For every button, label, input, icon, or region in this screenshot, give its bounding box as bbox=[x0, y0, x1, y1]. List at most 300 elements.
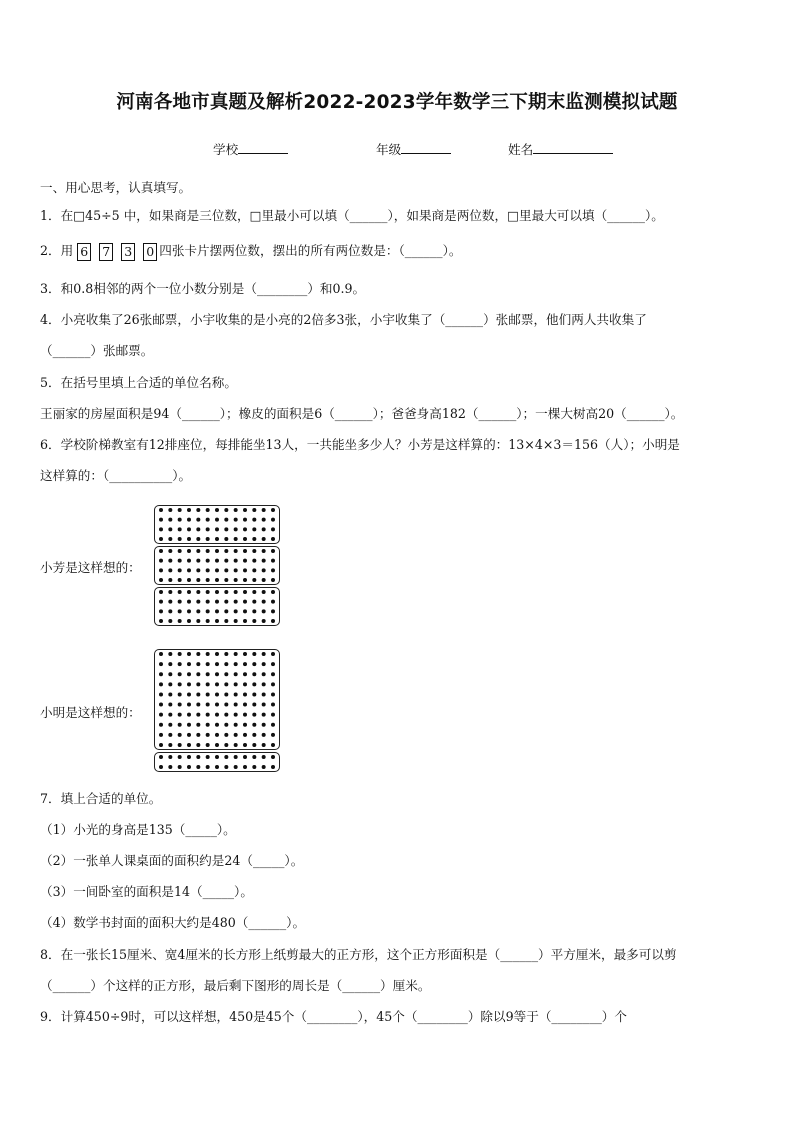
seat-dot bbox=[271, 713, 275, 717]
question-8-line-1: 8．在一张长15厘米、宽4厘米的长方形上纸剪最大的正方形，这个正方形面积是（______）平方厘米，最多可以剪 bbox=[40, 947, 677, 962]
seat-dot bbox=[178, 518, 182, 522]
seat-dot bbox=[206, 508, 210, 512]
seat-dot bbox=[206, 537, 210, 541]
seat-dots bbox=[155, 506, 279, 543]
seat-dot bbox=[234, 652, 238, 656]
seat-dot bbox=[252, 549, 256, 553]
seat-dot bbox=[234, 619, 238, 623]
seat-dot bbox=[196, 692, 200, 696]
seat-dot bbox=[206, 703, 210, 707]
seat-dot bbox=[234, 703, 238, 707]
seat-dot bbox=[252, 672, 256, 676]
seat-dot bbox=[206, 590, 210, 594]
seat-dot bbox=[206, 652, 210, 656]
seat-dot bbox=[168, 662, 172, 666]
seat-dot bbox=[215, 537, 219, 541]
seat-dot bbox=[206, 568, 210, 572]
question-2-prefix: 2．用 bbox=[40, 243, 74, 258]
seat-dot bbox=[234, 755, 238, 759]
seat-dot bbox=[234, 743, 238, 747]
seat-dot bbox=[187, 662, 191, 666]
seat-dot bbox=[234, 508, 238, 512]
page-title: 河南各地市真题及解析2022-2023学年数学三下期末监测模拟试题 bbox=[116, 92, 678, 113]
seat-dot bbox=[196, 703, 200, 707]
seat-dot bbox=[243, 713, 247, 717]
seat-dot bbox=[178, 578, 182, 582]
seat-dot bbox=[224, 559, 228, 563]
seat-dot bbox=[252, 662, 256, 666]
seat-dot bbox=[206, 743, 210, 747]
seat-dot bbox=[262, 537, 266, 541]
seat-dot bbox=[159, 527, 163, 531]
seat-dot bbox=[178, 508, 182, 512]
seat-dot bbox=[187, 609, 191, 613]
seat-dot bbox=[196, 723, 200, 727]
seat-dot bbox=[206, 682, 210, 686]
seat-dot bbox=[215, 527, 219, 531]
seat-dot bbox=[196, 743, 200, 747]
seat-dot bbox=[168, 692, 172, 696]
seat-dot bbox=[187, 743, 191, 747]
seat-dot bbox=[196, 713, 200, 717]
seat-dot bbox=[206, 713, 210, 717]
xiaofang-seat-group bbox=[154, 546, 280, 585]
xiaoming-seat-group-2 bbox=[154, 752, 280, 772]
seat-dot bbox=[243, 527, 247, 531]
name-field bbox=[508, 139, 613, 158]
seat-dot bbox=[215, 723, 219, 727]
seat-dot bbox=[252, 733, 256, 737]
seat-dot bbox=[262, 578, 266, 582]
seat-dot bbox=[159, 508, 163, 512]
seat-dot bbox=[262, 755, 266, 759]
seat-dot bbox=[215, 733, 219, 737]
seat-dot bbox=[271, 723, 275, 727]
seat-dot bbox=[271, 559, 275, 563]
question-9: 9．计算450÷9时，可以这样想，450是45个（________），45个（________）除以9等于（________）个 bbox=[40, 1009, 627, 1024]
question-2-suffix: 四张卡片摆两位数，摆出的所有两位数是：（______）。 bbox=[159, 243, 462, 258]
question-5-line: 王丽家的房屋面积是94（______）；橡皮的面积是6（______）；爸爸身高182（______）；一棵大树高20（______）。 bbox=[40, 406, 684, 421]
seat-dot bbox=[234, 692, 238, 696]
seat-dot bbox=[159, 559, 163, 563]
seat-dot bbox=[243, 755, 247, 759]
seat-dot bbox=[187, 652, 191, 656]
seat-dot bbox=[234, 609, 238, 613]
seat-dot bbox=[243, 549, 247, 553]
seat-dot bbox=[178, 733, 182, 737]
seat-dot bbox=[262, 527, 266, 531]
seat-dot bbox=[168, 672, 172, 676]
seat-dot bbox=[243, 559, 247, 563]
seat-dot bbox=[168, 723, 172, 727]
seat-dot bbox=[159, 578, 163, 582]
seat-dot bbox=[215, 559, 219, 563]
seat-dot bbox=[271, 549, 275, 553]
seat-dot bbox=[243, 662, 247, 666]
seat-dot bbox=[196, 549, 200, 553]
seat-dot bbox=[262, 692, 266, 696]
seat-dot bbox=[215, 692, 219, 696]
seat-dot bbox=[187, 508, 191, 512]
seat-dot bbox=[252, 692, 256, 696]
seat-dot bbox=[252, 508, 256, 512]
grade-blank[interactable] bbox=[401, 140, 451, 154]
seat-dot bbox=[178, 537, 182, 541]
seat-dot bbox=[159, 568, 163, 572]
seat-dot bbox=[159, 755, 163, 759]
seat-dot bbox=[196, 600, 200, 604]
seat-dot bbox=[206, 518, 210, 522]
seat-dot bbox=[168, 518, 172, 522]
seat-dot bbox=[196, 559, 200, 563]
seat-dot bbox=[187, 682, 191, 686]
seat-dot bbox=[206, 662, 210, 666]
seat-dot bbox=[206, 600, 210, 604]
seat-dot bbox=[243, 652, 247, 656]
seat-dot bbox=[271, 578, 275, 582]
seat-dot bbox=[206, 578, 210, 582]
grade-field bbox=[376, 139, 451, 158]
seat-dot bbox=[187, 549, 191, 553]
seat-dot bbox=[206, 692, 210, 696]
seat-dot bbox=[206, 559, 210, 563]
seat-dot bbox=[178, 568, 182, 572]
seat-dot bbox=[224, 568, 228, 572]
seat-dot bbox=[252, 559, 256, 563]
seat-dot bbox=[168, 508, 172, 512]
seat-dot bbox=[252, 609, 256, 613]
seat-dot bbox=[206, 733, 210, 737]
seat-dot bbox=[224, 743, 228, 747]
seat-dot bbox=[262, 662, 266, 666]
seat-dot bbox=[206, 765, 210, 769]
xiaofang-label: 小芳是这样想的： bbox=[40, 560, 141, 575]
seat-dot bbox=[178, 672, 182, 676]
seat-dots bbox=[155, 753, 279, 771]
seat-dot bbox=[187, 527, 191, 531]
seat-dots bbox=[155, 547, 279, 584]
seat-dot bbox=[234, 672, 238, 676]
xiaofang-seat-group bbox=[154, 587, 280, 626]
seat-dot bbox=[262, 619, 266, 623]
seat-dot bbox=[159, 518, 163, 522]
seat-dot bbox=[187, 600, 191, 604]
seat-dot bbox=[187, 713, 191, 717]
seat-dot bbox=[187, 590, 191, 594]
seat-dot bbox=[262, 703, 266, 707]
seat-dot bbox=[178, 590, 182, 594]
seat-dots bbox=[155, 650, 279, 749]
question-7-item: （1）小光的身高是135（_____）。 bbox=[40, 822, 236, 837]
seat-dot bbox=[224, 682, 228, 686]
seat-dot bbox=[178, 609, 182, 613]
question-2 bbox=[40, 242, 461, 261]
seat-dot bbox=[159, 662, 163, 666]
seat-dot bbox=[262, 600, 266, 604]
seat-dot bbox=[234, 568, 238, 572]
seat-dot bbox=[168, 733, 172, 737]
seat-dot bbox=[206, 723, 210, 727]
seat-dot bbox=[234, 600, 238, 604]
seat-dot bbox=[159, 619, 163, 623]
question-6-line-2: 这样算的：（__________）。 bbox=[40, 468, 192, 483]
seat-dot bbox=[224, 619, 228, 623]
seat-dot bbox=[159, 672, 163, 676]
section-1-heading: 一、用心思考，认真填写。 bbox=[40, 180, 192, 195]
seat-dots bbox=[155, 588, 279, 625]
seat-dot bbox=[159, 743, 163, 747]
seat-dot bbox=[196, 508, 200, 512]
seat-dot bbox=[215, 568, 219, 572]
seat-dot bbox=[262, 568, 266, 572]
name-blank[interactable] bbox=[533, 140, 613, 154]
seat-dot bbox=[243, 590, 247, 594]
seat-dot bbox=[196, 662, 200, 666]
seat-dot bbox=[234, 549, 238, 553]
seat-dot bbox=[271, 733, 275, 737]
seat-dot bbox=[178, 713, 182, 717]
seat-dot bbox=[187, 692, 191, 696]
seat-dot bbox=[243, 743, 247, 747]
question-7-item: （2）一张单人课桌面的面积约是24（_____）。 bbox=[40, 853, 304, 868]
seat-dot bbox=[252, 600, 256, 604]
question-7-item: （4）数学书封面的面积大约是480（______）。 bbox=[40, 915, 306, 930]
seat-dot bbox=[271, 508, 275, 512]
seat-dot bbox=[196, 733, 200, 737]
seat-dot bbox=[224, 549, 228, 553]
seat-dot bbox=[243, 568, 247, 572]
seat-dot bbox=[215, 590, 219, 594]
seat-dot bbox=[252, 578, 256, 582]
seat-dot bbox=[178, 600, 182, 604]
seat-dot bbox=[271, 755, 275, 759]
seat-dot bbox=[215, 518, 219, 522]
seat-dot bbox=[262, 508, 266, 512]
seat-dot bbox=[159, 692, 163, 696]
seat-dot bbox=[271, 662, 275, 666]
seat-dot bbox=[234, 559, 238, 563]
seat-dot bbox=[224, 609, 228, 613]
seat-dot bbox=[196, 537, 200, 541]
seat-dot bbox=[215, 672, 219, 676]
seat-dot bbox=[168, 682, 172, 686]
seat-dot bbox=[168, 743, 172, 747]
seat-dot bbox=[196, 527, 200, 531]
seat-dot bbox=[262, 559, 266, 563]
seat-dot bbox=[178, 559, 182, 563]
seat-dot bbox=[168, 600, 172, 604]
seat-dot bbox=[159, 600, 163, 604]
seat-dot bbox=[196, 578, 200, 582]
seat-dot bbox=[168, 590, 172, 594]
seat-dot bbox=[159, 590, 163, 594]
seat-dot bbox=[271, 743, 275, 747]
seat-dot bbox=[243, 733, 247, 737]
seat-dot bbox=[234, 723, 238, 727]
seat-dot bbox=[271, 619, 275, 623]
seat-dot bbox=[271, 682, 275, 686]
seat-dot bbox=[215, 765, 219, 769]
seat-dot bbox=[159, 713, 163, 717]
xiaofang-seat-group bbox=[154, 505, 280, 544]
seat-dot bbox=[224, 713, 228, 717]
school-blank[interactable] bbox=[238, 140, 288, 154]
seat-dot bbox=[187, 578, 191, 582]
seat-dot bbox=[252, 682, 256, 686]
seat-dot bbox=[224, 537, 228, 541]
seat-dot bbox=[206, 609, 210, 613]
seat-dot bbox=[243, 518, 247, 522]
seat-dot bbox=[187, 703, 191, 707]
seat-dot bbox=[262, 609, 266, 613]
seat-dot bbox=[262, 743, 266, 747]
digit-card: 0 bbox=[143, 243, 157, 261]
seat-dot bbox=[215, 600, 219, 604]
seat-dot bbox=[178, 549, 182, 553]
seat-dot bbox=[252, 537, 256, 541]
seat-dot bbox=[206, 672, 210, 676]
seat-dot bbox=[168, 559, 172, 563]
seat-dot bbox=[168, 578, 172, 582]
seat-dot bbox=[159, 652, 163, 656]
seat-dot bbox=[224, 518, 228, 522]
seat-dot bbox=[178, 527, 182, 531]
seat-dot bbox=[206, 619, 210, 623]
seat-dot bbox=[178, 652, 182, 656]
seat-dot bbox=[262, 652, 266, 656]
seat-dot bbox=[206, 549, 210, 553]
seat-dot bbox=[215, 619, 219, 623]
seat-dot bbox=[187, 568, 191, 572]
seat-dot bbox=[243, 682, 247, 686]
seat-dot bbox=[252, 723, 256, 727]
seat-dot bbox=[168, 703, 172, 707]
seat-dot bbox=[168, 609, 172, 613]
seat-dot bbox=[224, 755, 228, 759]
school-field bbox=[213, 139, 288, 158]
seat-dot bbox=[196, 682, 200, 686]
seat-dot bbox=[271, 527, 275, 531]
seat-dot bbox=[187, 537, 191, 541]
seat-dot bbox=[252, 755, 256, 759]
seat-dot bbox=[168, 765, 172, 769]
seat-dot bbox=[187, 723, 191, 727]
seat-dot bbox=[224, 672, 228, 676]
seat-dot bbox=[196, 568, 200, 572]
seat-dot bbox=[178, 619, 182, 623]
seat-dot bbox=[224, 652, 228, 656]
seat-dot bbox=[243, 600, 247, 604]
question-3: 3．和0.8相邻的两个一位小数分别是（________）和0.9。 bbox=[40, 281, 366, 296]
seat-dot bbox=[234, 590, 238, 594]
seat-dot bbox=[234, 713, 238, 717]
seat-dot bbox=[262, 723, 266, 727]
seat-dot bbox=[168, 527, 172, 531]
seat-dot bbox=[262, 672, 266, 676]
seat-dot bbox=[178, 765, 182, 769]
seat-dot bbox=[215, 609, 219, 613]
seat-dot bbox=[215, 682, 219, 686]
seat-dot bbox=[178, 703, 182, 707]
seat-dot bbox=[262, 682, 266, 686]
seat-dot bbox=[178, 755, 182, 759]
seat-dot bbox=[224, 703, 228, 707]
seat-dot bbox=[196, 518, 200, 522]
seat-dot bbox=[252, 765, 256, 769]
seat-dot bbox=[196, 590, 200, 594]
seat-dot bbox=[262, 549, 266, 553]
seat-dot bbox=[159, 537, 163, 541]
seat-dot bbox=[187, 755, 191, 759]
seat-dot bbox=[271, 568, 275, 572]
seat-dot bbox=[243, 692, 247, 696]
seat-dot bbox=[224, 733, 228, 737]
seat-dot bbox=[252, 743, 256, 747]
seat-dot bbox=[271, 600, 275, 604]
xiaoming-seat-group-10 bbox=[154, 649, 280, 750]
seat-dot bbox=[178, 723, 182, 727]
seat-dot bbox=[215, 662, 219, 666]
seat-dot bbox=[224, 692, 228, 696]
seat-dot bbox=[234, 765, 238, 769]
seat-dot bbox=[159, 765, 163, 769]
seat-dot bbox=[159, 723, 163, 727]
seat-dot bbox=[271, 652, 275, 656]
seat-dot bbox=[224, 590, 228, 594]
question-4-line-1: 4．小亮收集了26张邮票，小宇收集的是小亮的2倍多3张，小宇收集了（______）张邮票，他们两人共收集了 bbox=[40, 312, 647, 327]
seat-dot bbox=[243, 578, 247, 582]
question-7-item: （3）一间卧室的面积是14（_____）。 bbox=[40, 884, 253, 899]
seat-dot bbox=[234, 662, 238, 666]
seat-dot bbox=[243, 609, 247, 613]
question-6-line-1: 6．学校阶梯教室有12排座位，每排能坐13人，一共能坐多少人？小芳是这样算的：13×4×3＝156（人）；小明是 bbox=[40, 437, 680, 452]
seat-dot bbox=[168, 652, 172, 656]
seat-dot bbox=[168, 537, 172, 541]
seat-dot bbox=[159, 682, 163, 686]
seat-dot bbox=[196, 619, 200, 623]
seat-dot bbox=[243, 537, 247, 541]
seat-dot bbox=[271, 590, 275, 594]
seat-dot bbox=[271, 537, 275, 541]
seat-dot bbox=[187, 733, 191, 737]
seat-dot bbox=[206, 527, 210, 531]
seat-dot bbox=[262, 765, 266, 769]
seat-dot bbox=[262, 733, 266, 737]
seat-dot bbox=[271, 518, 275, 522]
seat-dot bbox=[178, 743, 182, 747]
seat-dot bbox=[234, 518, 238, 522]
seat-dot bbox=[159, 549, 163, 553]
seat-dot bbox=[196, 652, 200, 656]
seat-dot bbox=[196, 765, 200, 769]
seat-dot bbox=[271, 609, 275, 613]
seat-dot bbox=[215, 703, 219, 707]
seat-dot bbox=[224, 527, 228, 531]
seat-dot bbox=[234, 733, 238, 737]
seat-dot bbox=[262, 590, 266, 594]
seat-dot bbox=[243, 508, 247, 512]
seat-dot bbox=[187, 672, 191, 676]
seat-dot bbox=[252, 527, 256, 531]
seat-dot bbox=[215, 652, 219, 656]
question-8-line-2: （______）个这样的正方形，最后剩下图形的周长是（______）厘米。 bbox=[40, 978, 431, 993]
xiaoming-label: 小明是这样想的： bbox=[40, 705, 141, 720]
name-label: 姓名 bbox=[508, 142, 534, 157]
school-label: 学校 bbox=[213, 142, 239, 157]
seat-dot bbox=[252, 713, 256, 717]
seat-dot bbox=[252, 568, 256, 572]
question-7-heading: 7．填上合适的单位。 bbox=[40, 791, 162, 806]
